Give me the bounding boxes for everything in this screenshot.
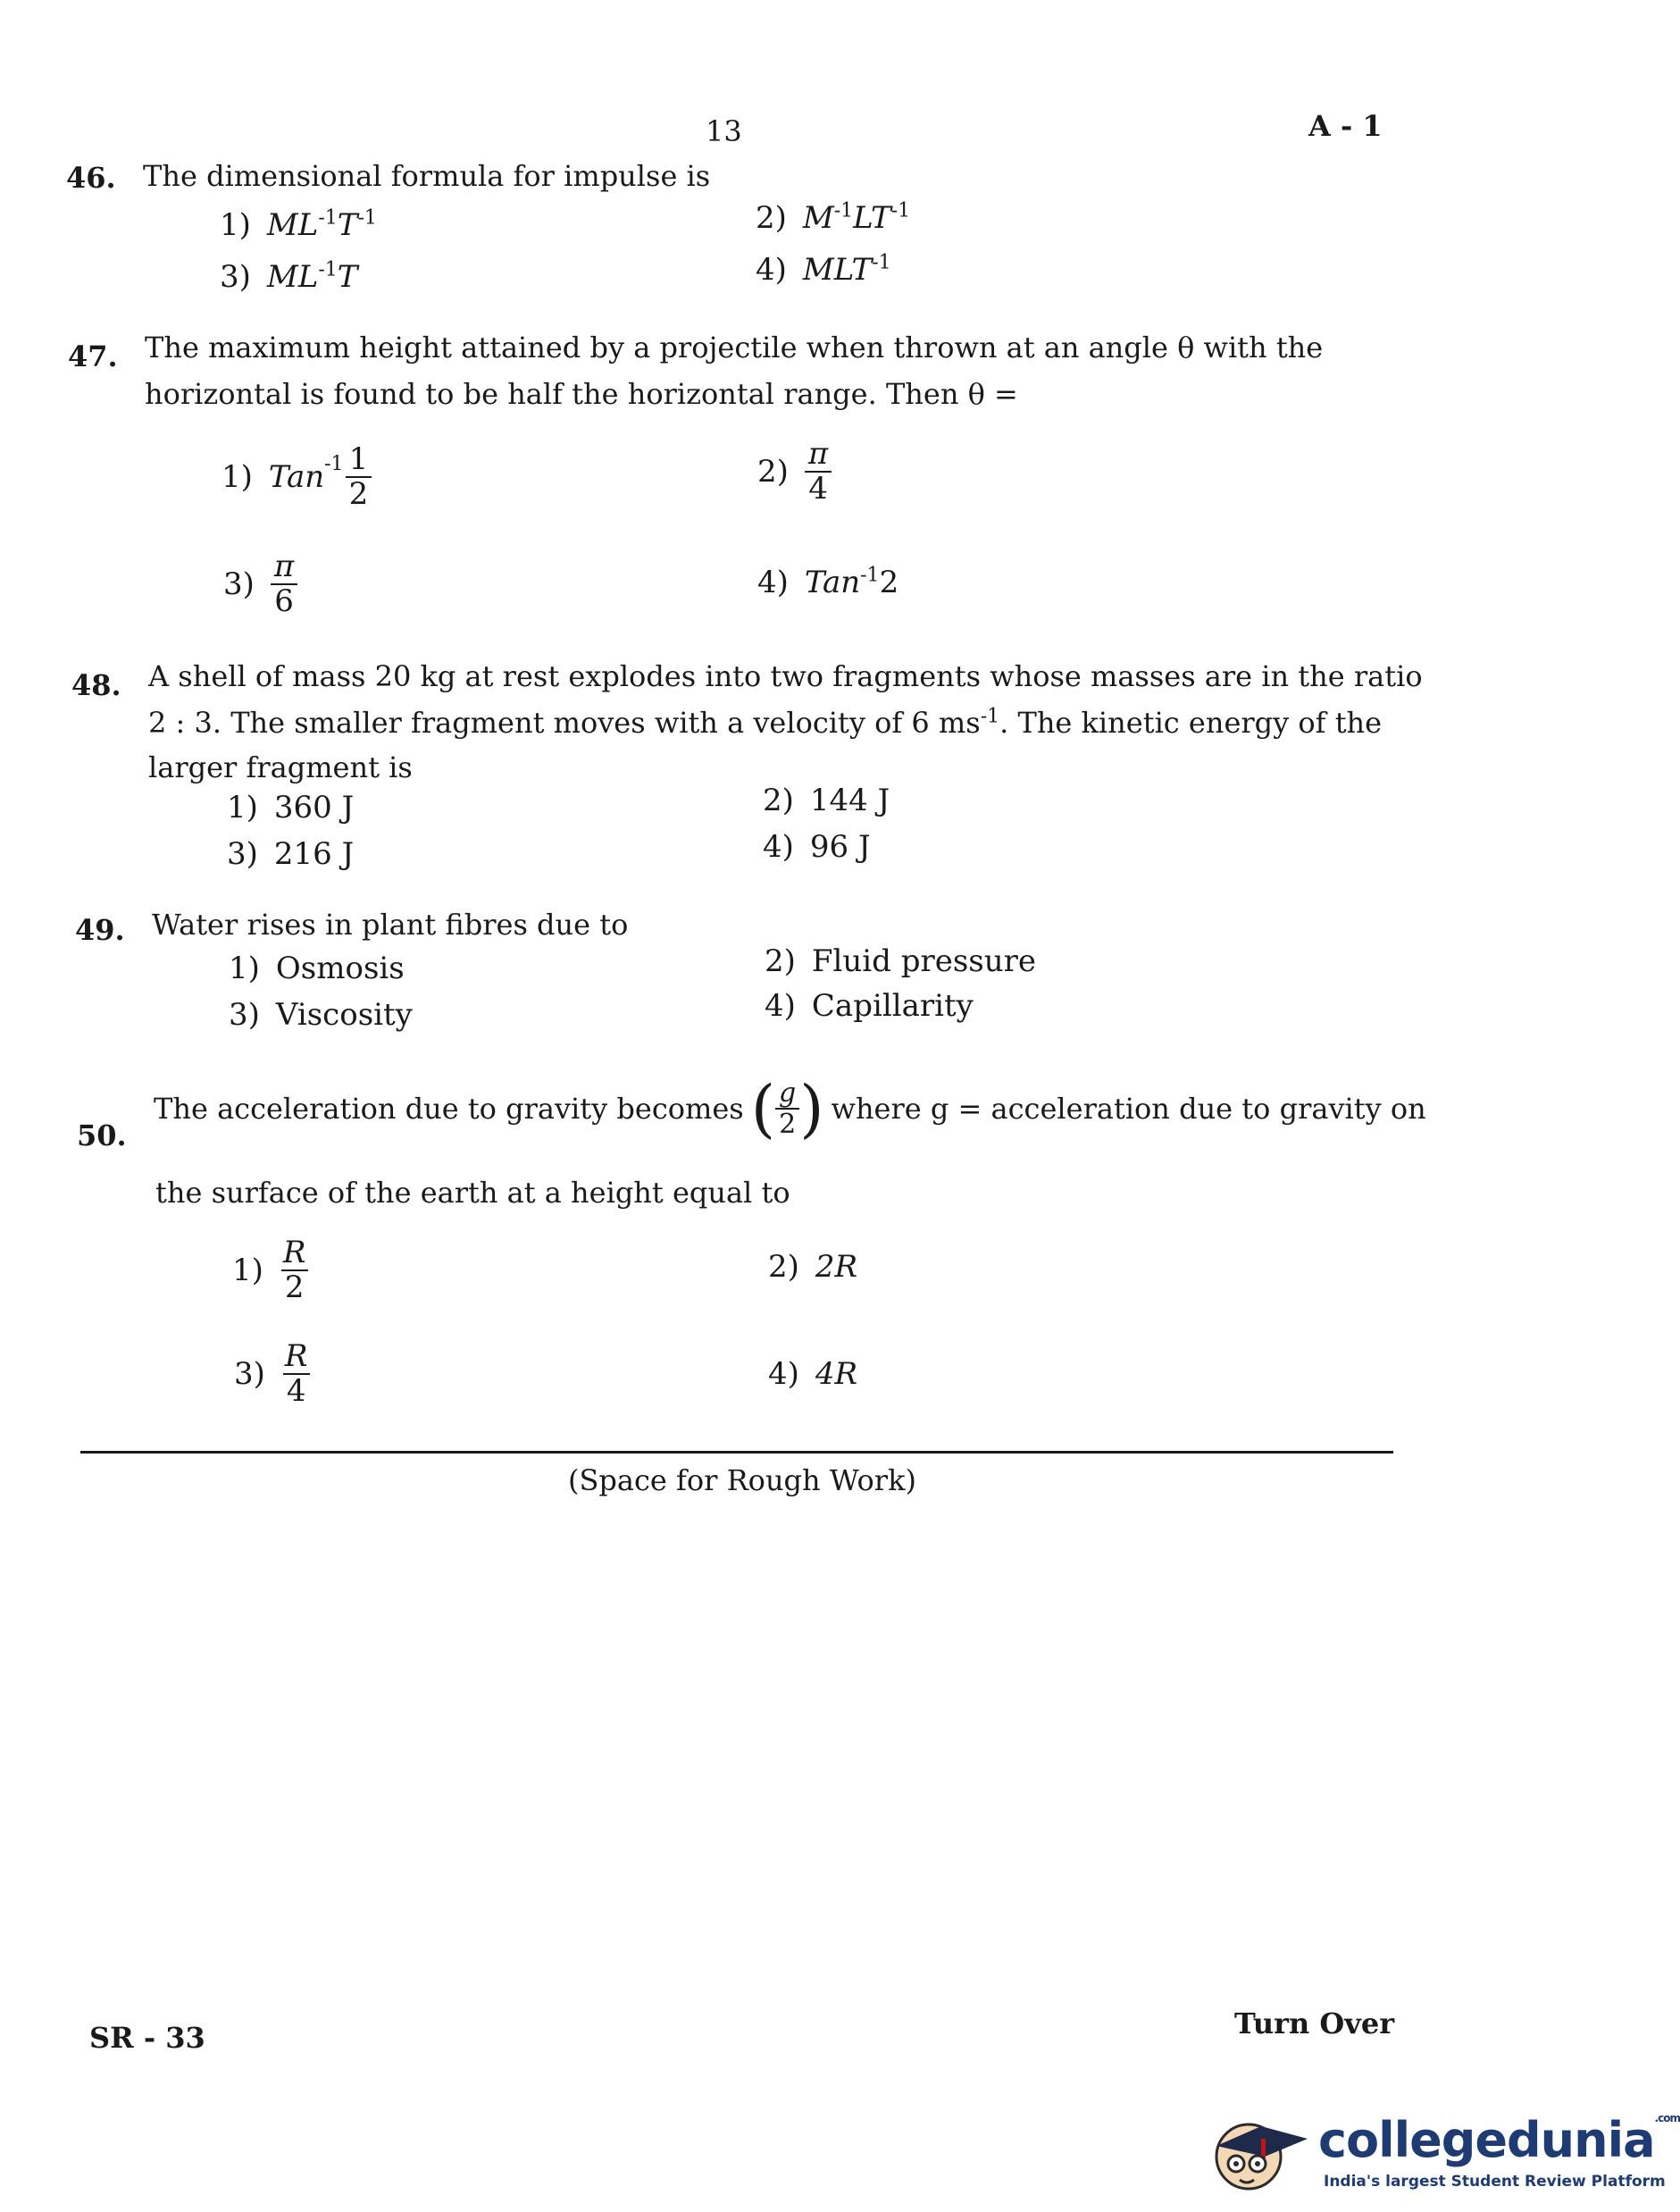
option: 4) Tan$^{-1}$2 <box>757 564 899 600</box>
question-text-line: horizontal is found to be half the horizontal range. Then θ = <box>145 377 1018 411</box>
paper-code: A - 1 <box>1308 109 1383 143</box>
option: 3) $\frac{\pi}{6}$ <box>223 550 297 619</box>
option: 4) $MLT^{-1}$ <box>756 251 891 288</box>
option: 2) 2R <box>768 1249 858 1285</box>
option: 3) $ML^{-1}T$ <box>220 258 358 295</box>
question-text-line: The maximum height attained by a projectile when thrown at an angle θ with the <box>145 331 1324 364</box>
turn-over: Turn Over <box>1234 2007 1395 2040</box>
option: 1) $ML^{-1}T^{-1}$ <box>220 206 377 243</box>
footer-code: SR - 33 <box>89 2021 205 2055</box>
mascot-icon <box>1208 2099 1315 2207</box>
question-text: Water rises in plant fibres due to <box>152 908 629 942</box>
question-text: The dimensional formula for impulse is <box>143 159 711 193</box>
fraction-g-over-2: ( $\frac{g}{2}$ ) <box>750 1072 824 1145</box>
option: 1) Tan -1 $\frac{1}{2}$ <box>221 443 372 512</box>
option: 3) $\frac{R}{4}$ <box>234 1340 312 1409</box>
option: 3) 216 J <box>227 836 355 872</box>
option: 1) Osmosis <box>229 951 405 986</box>
option: 4) Capillarity <box>765 988 974 1024</box>
option: 2) Fluid pressure <box>765 943 1037 979</box>
question-text-line: The acceleration due to gravity becomes ( $\frac{g}{2}$ ) where g = acceleration due to gravity on <box>154 1072 1426 1145</box>
page-number: 13 <box>706 114 742 148</box>
question-text-line: A shell of mass 20 kg at rest explodes into two fragments whose masses are in the ratio <box>148 659 1423 693</box>
option: 2) 144 J <box>763 783 890 818</box>
question-number: 50. <box>77 1119 127 1152</box>
question-text-line: 2 : 3. The smaller fragment moves with a velocity of 6 $ms^{-1}$. The kinetic energy of the <box>148 705 1383 740</box>
option: 2) $M^{-1}LT^{-1}$ <box>756 199 911 236</box>
option: 4) 96 J <box>763 829 871 865</box>
brand-name: collegedunia$^{.com}$ <box>1318 2112 1680 2168</box>
collegedunia-watermark <box>1208 2099 1680 2207</box>
option: 1) 360 J <box>227 790 355 825</box>
question-text-line: larger fragment is <box>148 750 413 784</box>
divider <box>80 1451 1393 1454</box>
question-number: 49. <box>75 913 125 947</box>
question-text-line: the surface of the earth at a height equal to <box>155 1176 790 1210</box>
option: 4) 4R <box>768 1356 858 1392</box>
rough-work-label: (Space for Rough Work) <box>568 1463 916 1497</box>
question-number: 47. <box>68 339 118 373</box>
question-number: 48. <box>71 668 121 702</box>
brand-tagline: India's largest Student Review Platform <box>1324 2173 1666 2191</box>
option: 3) Viscosity <box>229 997 413 1033</box>
option: 1) $\frac{R}{2}$ <box>232 1236 310 1305</box>
option: 2) $\frac{\pi}{4}$ <box>757 438 832 507</box>
question-number: 46. <box>66 161 116 195</box>
